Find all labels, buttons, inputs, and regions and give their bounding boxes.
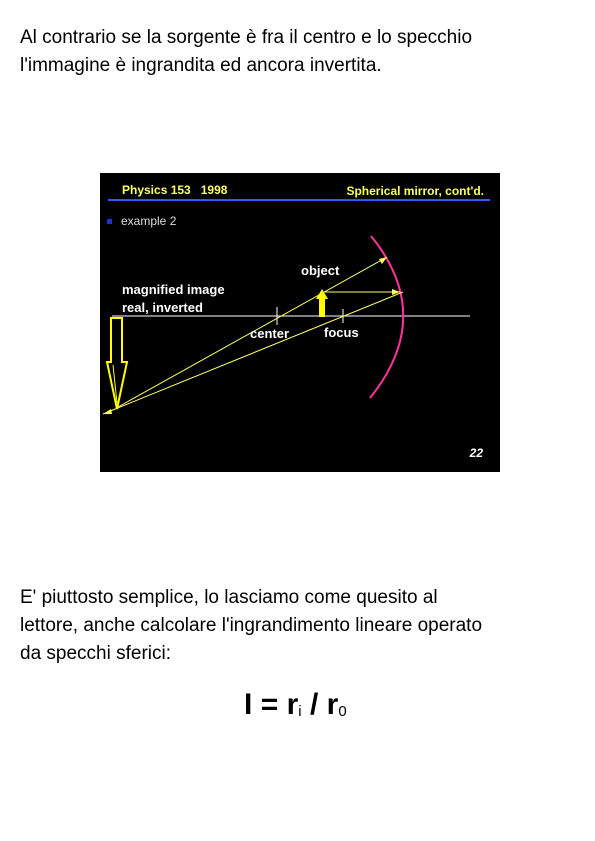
spherical-mirror <box>370 236 403 398</box>
slide-bullet-text: example 2 <box>121 214 177 228</box>
exercise-line-2: lettore, anche calcolare l'ingrandimento lineare operato <box>20 615 483 636</box>
formula-lhs: I <box>244 688 253 721</box>
ray-arrowhead-2 <box>103 409 112 414</box>
intro-paragraph <box>20 24 580 80</box>
formula-equals: = <box>260 688 279 721</box>
lecture-slide-figure <box>100 173 500 472</box>
focus-label: focus <box>324 325 359 340</box>
formula-slash: / <box>309 688 319 721</box>
magnified-image-label: magnified image <box>122 282 225 297</box>
real-inverted-label: real, inverted <box>122 300 203 315</box>
formula-subscript-i: i <box>298 703 302 720</box>
formula-subscript-0: 0 <box>338 703 347 720</box>
object-label: object <box>301 263 340 278</box>
image-arrow <box>107 318 127 409</box>
slide-topic-title: Spherical mirror, cont'd. <box>346 184 484 198</box>
exercise-paragraph <box>20 584 580 668</box>
center-label: center <box>250 326 290 341</box>
magnification-formula <box>244 688 347 722</box>
mirror-diagram <box>100 173 500 472</box>
slide-page-number: 22 <box>469 446 483 460</box>
object-arrow-shaft <box>319 298 325 317</box>
formula-image-distance: r <box>286 688 299 721</box>
formula-object-distance: r <box>326 688 339 721</box>
bullet-icon <box>107 219 112 224</box>
exercise-line-1: E' piuttosto semplice, lo lasciamo come quesito al <box>20 587 438 608</box>
ray-arrowhead-1 <box>379 257 387 264</box>
intro-line-1: Al contrario se la sorgente è fra il centro e lo specchio <box>20 27 473 48</box>
exercise-line-3: da specchi sferici: <box>20 643 172 664</box>
intro-line-2: l'immagine è ingrandita ed ancora invertita. <box>20 55 382 76</box>
slide-course-title: Physics 153 1998 <box>122 183 228 197</box>
